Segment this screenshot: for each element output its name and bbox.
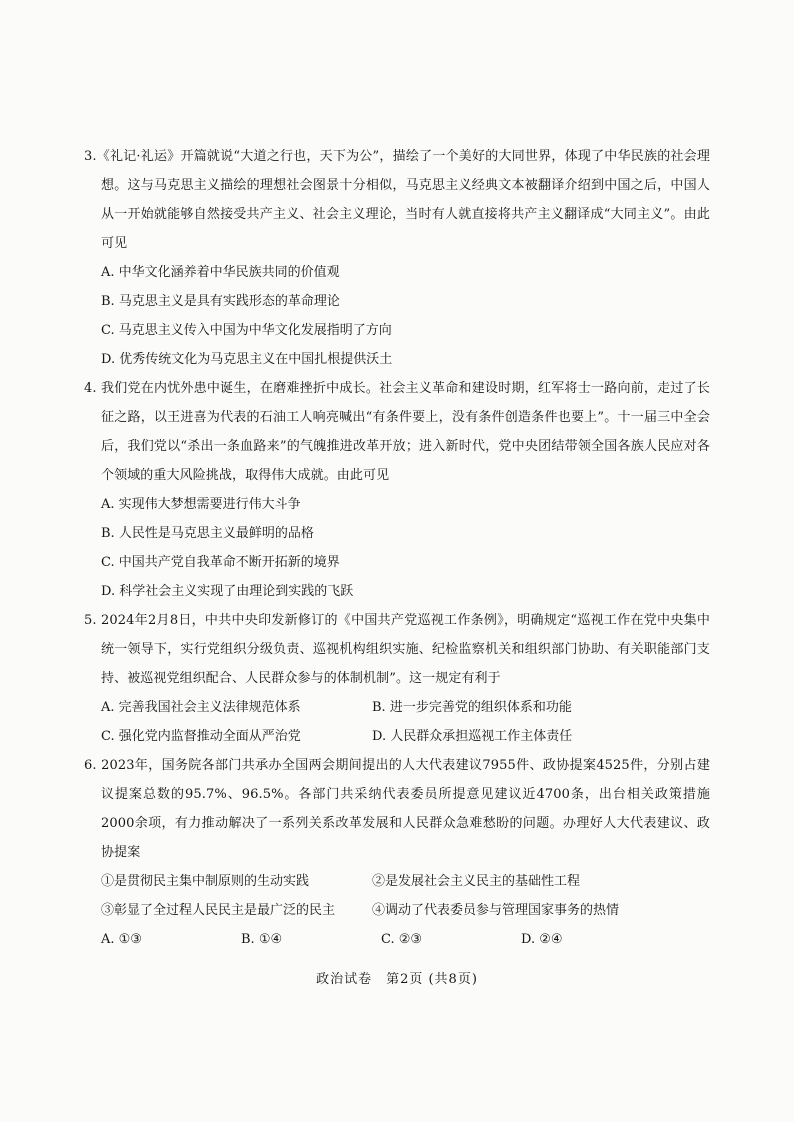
- option-d: D. 人民群众承担巡视工作主体责任: [372, 729, 573, 744]
- question-5: [84, 606, 710, 751]
- statements-row: [101, 867, 710, 896]
- option-d: D. ②④: [521, 932, 563, 947]
- question-4: [84, 374, 710, 606]
- option-c: C. ②③: [381, 932, 423, 947]
- option-a: A. ①③: [101, 932, 142, 947]
- page-footer: 政治试卷 第2页 (共8页): [316, 972, 478, 987]
- option-a: A. 中华文化涵养着中华民族共同的价值观: [101, 265, 340, 280]
- question-stem: 5. 2024年2月8日，中共中央印发新修订的《中国共产党巡视工作条例》，明确规定“巡视工作在党中央集中统一领导下，实行党组织分级负责、巡视机构组织实施、纪检监察机关和组织部门协助、有关职能部门支持、被巡视党组织配合、人民群众参与的体制机制”。这一规定有利于: [84, 613, 710, 686]
- option-c: C. 马克思主义传入中国为中华文化发展指明了方向: [101, 323, 392, 338]
- question-stem: 3.《礼记·礼运》开篇就说“大道之行也，天下为公”，描绘了一个美好的大同世界，体现了中华民族的社会理想。这与马克思主义描绘的理想社会图景十分相似，马克思主义经典文本被翻译介绍到中国之后，中国人从一开始就能够自然接受共产主义、社会主义理论，当时有人就直接将共产主义翻译成“大同主义”。由此可见: [84, 149, 710, 251]
- options-row: [101, 693, 710, 722]
- option-b: B. 进一步完善党的组织体系和功能: [372, 700, 572, 715]
- option-c: C. 中国共产党自我革命不断开拓新的境界: [101, 555, 340, 570]
- statement-4: ④调动了代表委员参与管理国家事务的热情: [372, 903, 620, 918]
- statements-row: [101, 896, 710, 925]
- option-b: B. ①④: [241, 932, 283, 947]
- option-b: B. 人民性是马克思主义最鲜明的品格: [101, 526, 314, 541]
- statement-3: ③彰显了全过程人民民主是最广泛的民主: [101, 903, 336, 918]
- options-row: [101, 722, 710, 751]
- statement-2: ②是发展社会主义民主的基础性工程: [372, 874, 581, 889]
- option-a: A. 实现伟大梦想需要进行伟大斗争: [101, 497, 301, 512]
- question-6: [84, 751, 710, 954]
- statement-1: ①是贯彻民主集中制原则的生动实践: [101, 874, 310, 889]
- question-3: [84, 142, 710, 374]
- option-d: D. 科学社会主义实现了由理论到实践的飞跃: [101, 584, 354, 599]
- option-b: B. 马克思主义是具有实践形态的革命理论: [101, 294, 340, 309]
- questions: [84, 142, 710, 954]
- option-c: C. 强化党内监督推动全面从严治党: [101, 729, 301, 744]
- question-stem: 6. 2023年，国务院各部门共承办全国两会期间提出的人大代表建议7955件、政协提案4525件，分别占建议提案总数的95.7%、96.5%。各部门共采纳代表委员所提意见建议近4700条，出台相关政策措施2000余项，有力推动解决了一系列关系改革发展和人民群众急难愁盼的问题。办理好人大代表建议、政协提案: [84, 758, 710, 860]
- options-row: [101, 925, 710, 954]
- option-a: A. 完善我国社会主义法律规范体系: [101, 700, 301, 715]
- question-stem: 4. 我们党在内忧外患中诞生，在磨难挫折中成长。社会主义革命和建设时期，红军将士一路向前，走过了长征之路，以王进喜为代表的石油工人响亮喊出“有条件要上，没有条件创造条件也要上”。十一届三中全会后，我们党以“杀出一条血路来”的气魄推进改革开放；进入新时代，党中央团结带领全国各族人民应对各个领域的重大风险挑战，取得伟大成就。由此可见: [84, 381, 710, 483]
- option-d: D. 优秀传统文化为马克思主义在中国扎根提供沃土: [101, 352, 393, 367]
